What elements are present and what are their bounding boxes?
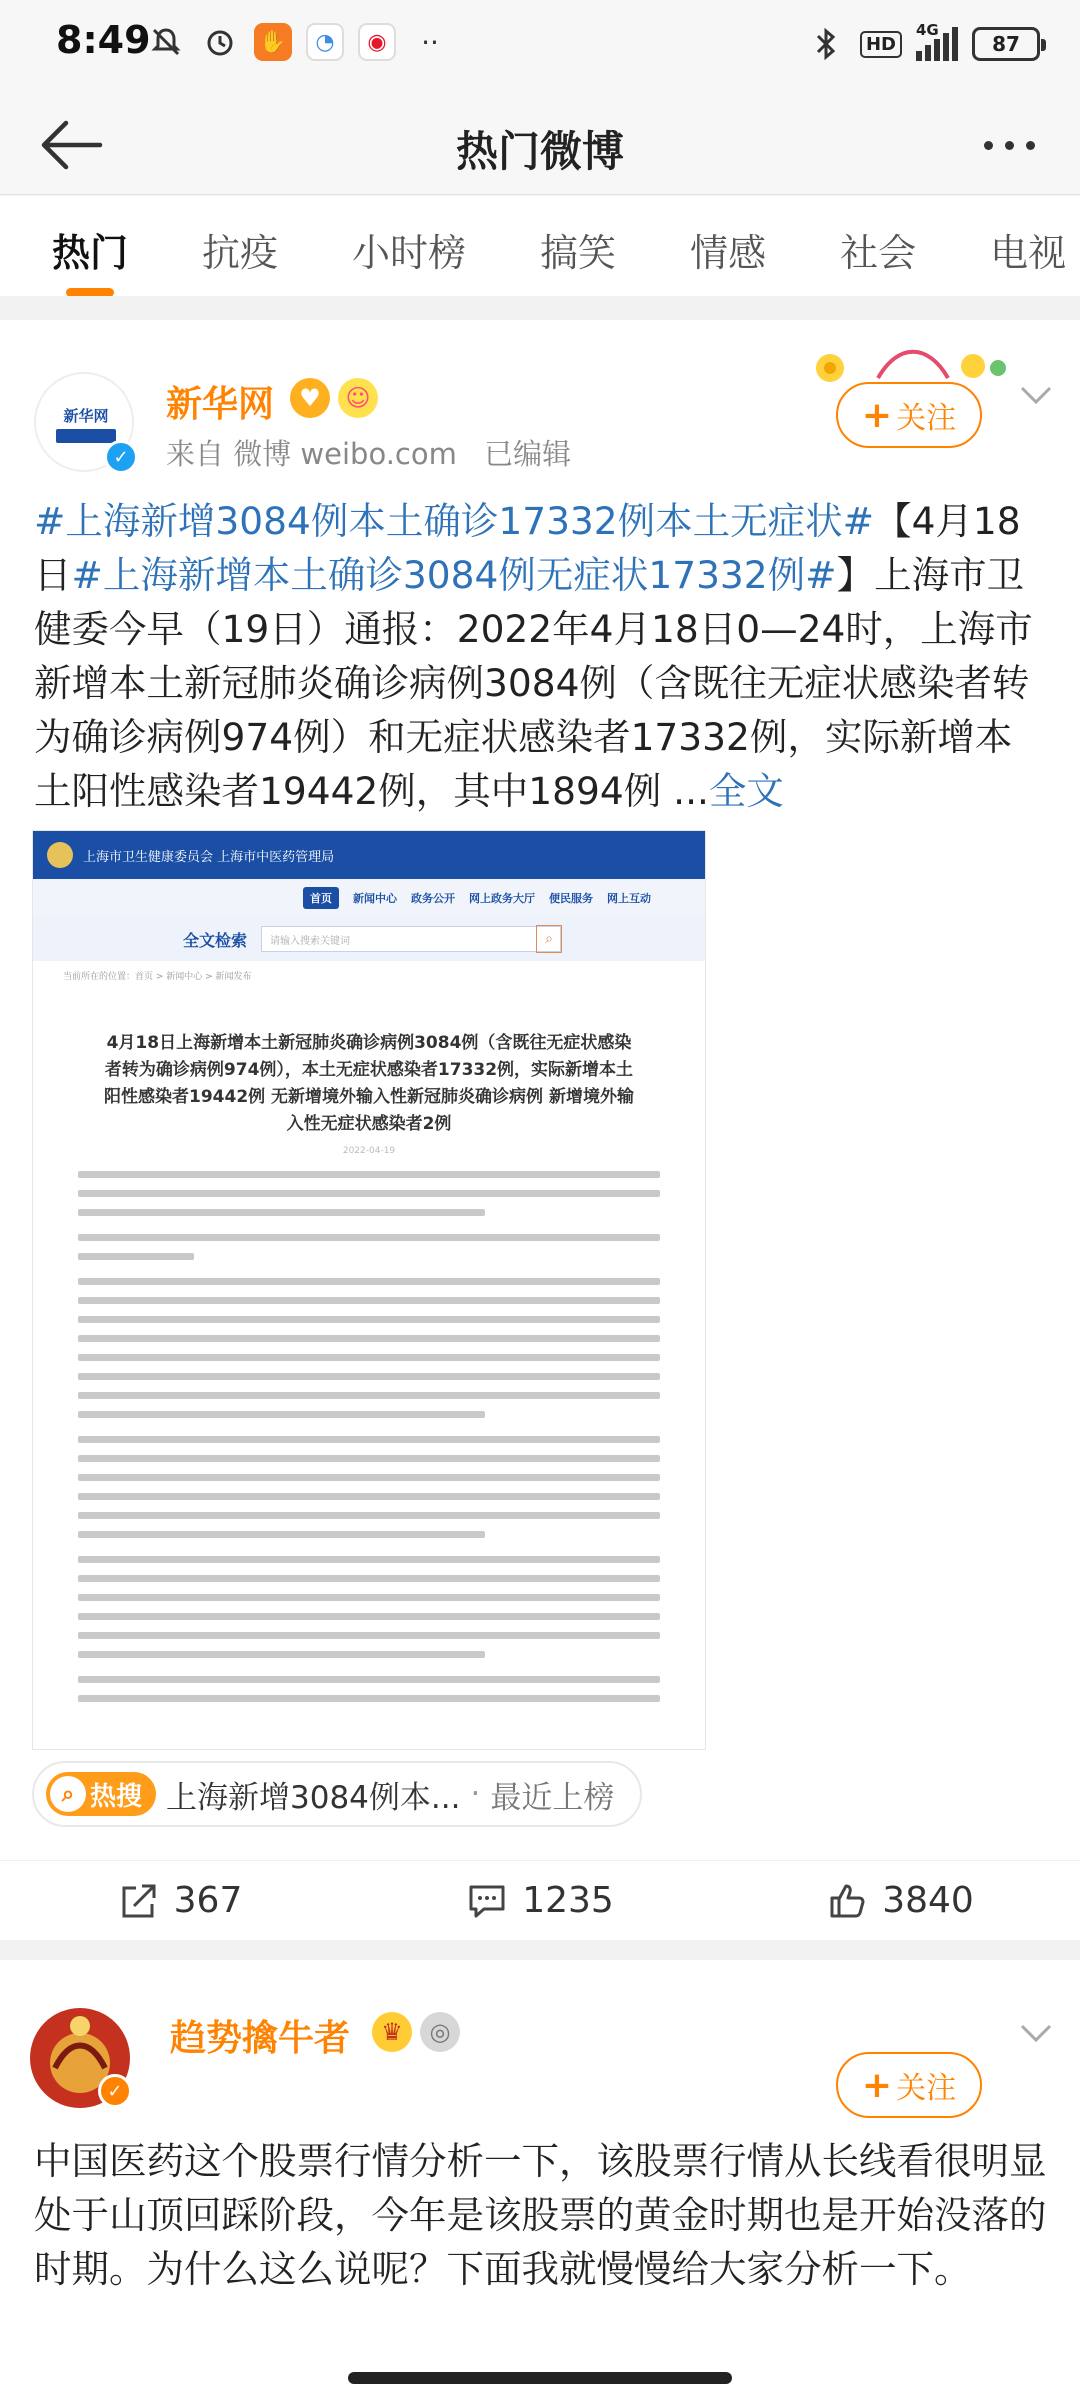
post-actions	[0, 1860, 1080, 1940]
post-text: 】上海市卫健委今早（19日）通报：2022年4月18日0—24时，上海市新增本土新冠肺炎确诊病例3084例（含既往无症状感染者转为确诊病例974例）和无症状感染者17332例，实际新增本土阳性感染者19442例，其中1894例 ...	[34, 553, 1033, 813]
tab-anti-epidemic[interactable]: 抗疫	[202, 231, 279, 275]
weibo-icon: ◉	[358, 23, 396, 61]
tab-hourly-chart[interactable]: 小时榜	[352, 231, 467, 275]
avatar-text: 新华网	[63, 407, 109, 425]
doc-search-placeholder: 请输入搜索关键词	[270, 935, 351, 947]
separator: ·	[470, 1776, 481, 1812]
doc-header	[33, 831, 705, 879]
status-bar	[0, 0, 1080, 95]
plus-icon: +	[861, 2064, 893, 2106]
status-time: 8:49	[56, 18, 151, 62]
follow-label: 关注	[896, 2071, 957, 2106]
hashtag-link[interactable]: #上海新增本土确诊3084例无症状17332例#	[71, 553, 837, 597]
more-notifications-icon: ··	[421, 25, 439, 59]
tab-tv[interactable]: 电视	[990, 231, 1067, 275]
category-tabs	[0, 196, 1080, 296]
doc-nav-item: 新闻中心	[353, 892, 397, 905]
hot-search-chip[interactable]	[32, 1761, 642, 1827]
doc-nav-item: 网上政务大厅	[469, 892, 535, 905]
crown-badge-icon: ♛	[372, 2012, 412, 2052]
title-bar	[0, 95, 1080, 195]
doc-date: 2022-04-19	[342, 1146, 396, 1156]
like-button[interactable]	[720, 1861, 1080, 1940]
thumbs-up-icon	[826, 1880, 868, 1922]
chevron-down-icon[interactable]	[1016, 2018, 1056, 2048]
post-body	[34, 494, 1049, 818]
fans-badge-icon: ♥	[290, 378, 330, 418]
author-name[interactable]: 新华网	[166, 384, 275, 425]
post-card	[0, 1960, 1080, 2400]
tab-society[interactable]: 社会	[840, 231, 917, 275]
hot-topic-text: 上海新增3084例本...	[166, 1779, 461, 1816]
post-card	[0, 320, 1080, 1940]
mute-icon	[146, 22, 186, 62]
logo-bar	[56, 429, 116, 443]
comment-icon	[466, 1880, 508, 1922]
hot-search-icon: ⌕	[50, 1776, 86, 1812]
alarm-icon	[200, 22, 240, 62]
comment-button[interactable]	[360, 1861, 720, 1940]
hashtag-link[interactable]: #上海新增3084例本土确诊17332例本土无症状#	[34, 499, 875, 543]
plus-icon: +	[861, 394, 893, 436]
more-dot-icon	[984, 141, 993, 150]
post-image[interactable]	[32, 830, 706, 1750]
page-title: 热门微博	[455, 127, 624, 176]
search-icon: ⌕	[536, 925, 562, 953]
post-source	[166, 432, 571, 473]
edited-label: 已编辑	[484, 437, 572, 471]
repost-button[interactable]	[0, 1861, 360, 1940]
more-options-button[interactable]	[974, 125, 1044, 165]
chevron-down-icon[interactable]	[1016, 380, 1056, 410]
doc-header-title: 上海市卫生健康委员会 上海市中医药管理局	[83, 849, 335, 865]
doc-search	[33, 917, 705, 961]
doc-nav-item: 便民服务	[549, 892, 593, 905]
repost-icon	[118, 1880, 160, 1922]
home-indicator[interactable]	[348, 2372, 732, 2384]
like-count: 3840	[882, 1880, 974, 1921]
doc-nav-item: 政务公开	[411, 892, 455, 905]
signal-icon	[916, 21, 958, 61]
follow-button[interactable]	[836, 2052, 982, 2118]
follow-label: 关注	[896, 401, 957, 436]
app-notification-icon: ◔	[306, 23, 344, 61]
bluetooth-icon	[806, 24, 846, 64]
system-icons	[806, 21, 1040, 64]
repost-count: 367	[173, 1880, 243, 1921]
verified-icon: ✓	[104, 440, 138, 474]
doc-nav-item: 网上互动	[607, 892, 651, 905]
follow-button[interactable]	[836, 382, 982, 448]
more-dot-icon	[1005, 141, 1014, 150]
medal-badge-icon: ◎	[420, 2012, 460, 2052]
doc-breadcrumb: 当前所在的位置：首页 > 新闻中心 > 新闻发布	[63, 972, 252, 982]
post-text: 【4月18日	[34, 499, 1021, 597]
hd-badge: HD	[860, 31, 902, 58]
battery-indicator: 87	[972, 27, 1040, 61]
tab-funny[interactable]: 搞笑	[540, 231, 617, 275]
emblem-icon	[47, 842, 73, 868]
app-notification-icon: ✋	[254, 23, 292, 61]
notification-icons	[146, 22, 450, 62]
verified-icon: ✓	[98, 2074, 132, 2108]
doc-search-box	[261, 926, 561, 952]
tab-hot[interactable]: 热门	[52, 196, 128, 296]
doc-heading: 4月18日上海新增本土新冠肺炎确诊病例3084例（含既往无症状感染者转为确诊病例974例），本土无症状感染者17332例，实际新增本土阳性感染者19442例 无新增境外输入性新冠肺炎确诊病例 新增境外输入性无症状感染者2例	[104, 1033, 634, 1134]
network-type: 4G	[916, 21, 939, 39]
doc-body-lines	[78, 1171, 660, 1714]
doc-nav	[33, 879, 705, 917]
source-text: 来自 微博 weibo.com	[166, 437, 457, 471]
emoji-badge-icon: ☺	[338, 378, 378, 418]
more-dot-icon	[1026, 141, 1035, 150]
read-more-link[interactable]: 全文	[708, 769, 784, 813]
author-name[interactable]: 趋势擒牛者	[170, 2018, 351, 2059]
hot-status: 最近上榜	[490, 1779, 615, 1816]
tab-emotion[interactable]: 情感	[690, 231, 767, 275]
post-body: 中国医药这个股票行情分析一下，该股票行情从长线看很明显处于山顶回踩阶段，今年是该股票的黄金时期也是开始没落的时期。为什么这么说呢？下面我就慢慢给大家分析一下。	[34, 2139, 1047, 2291]
hot-tag-label: 热搜	[90, 1781, 143, 1812]
hot-search-tag	[46, 1772, 156, 1816]
doc-nav-item: 首页	[303, 887, 339, 909]
doc-search-title: 全文检索	[183, 930, 248, 950]
comment-count: 1235	[522, 1880, 614, 1921]
